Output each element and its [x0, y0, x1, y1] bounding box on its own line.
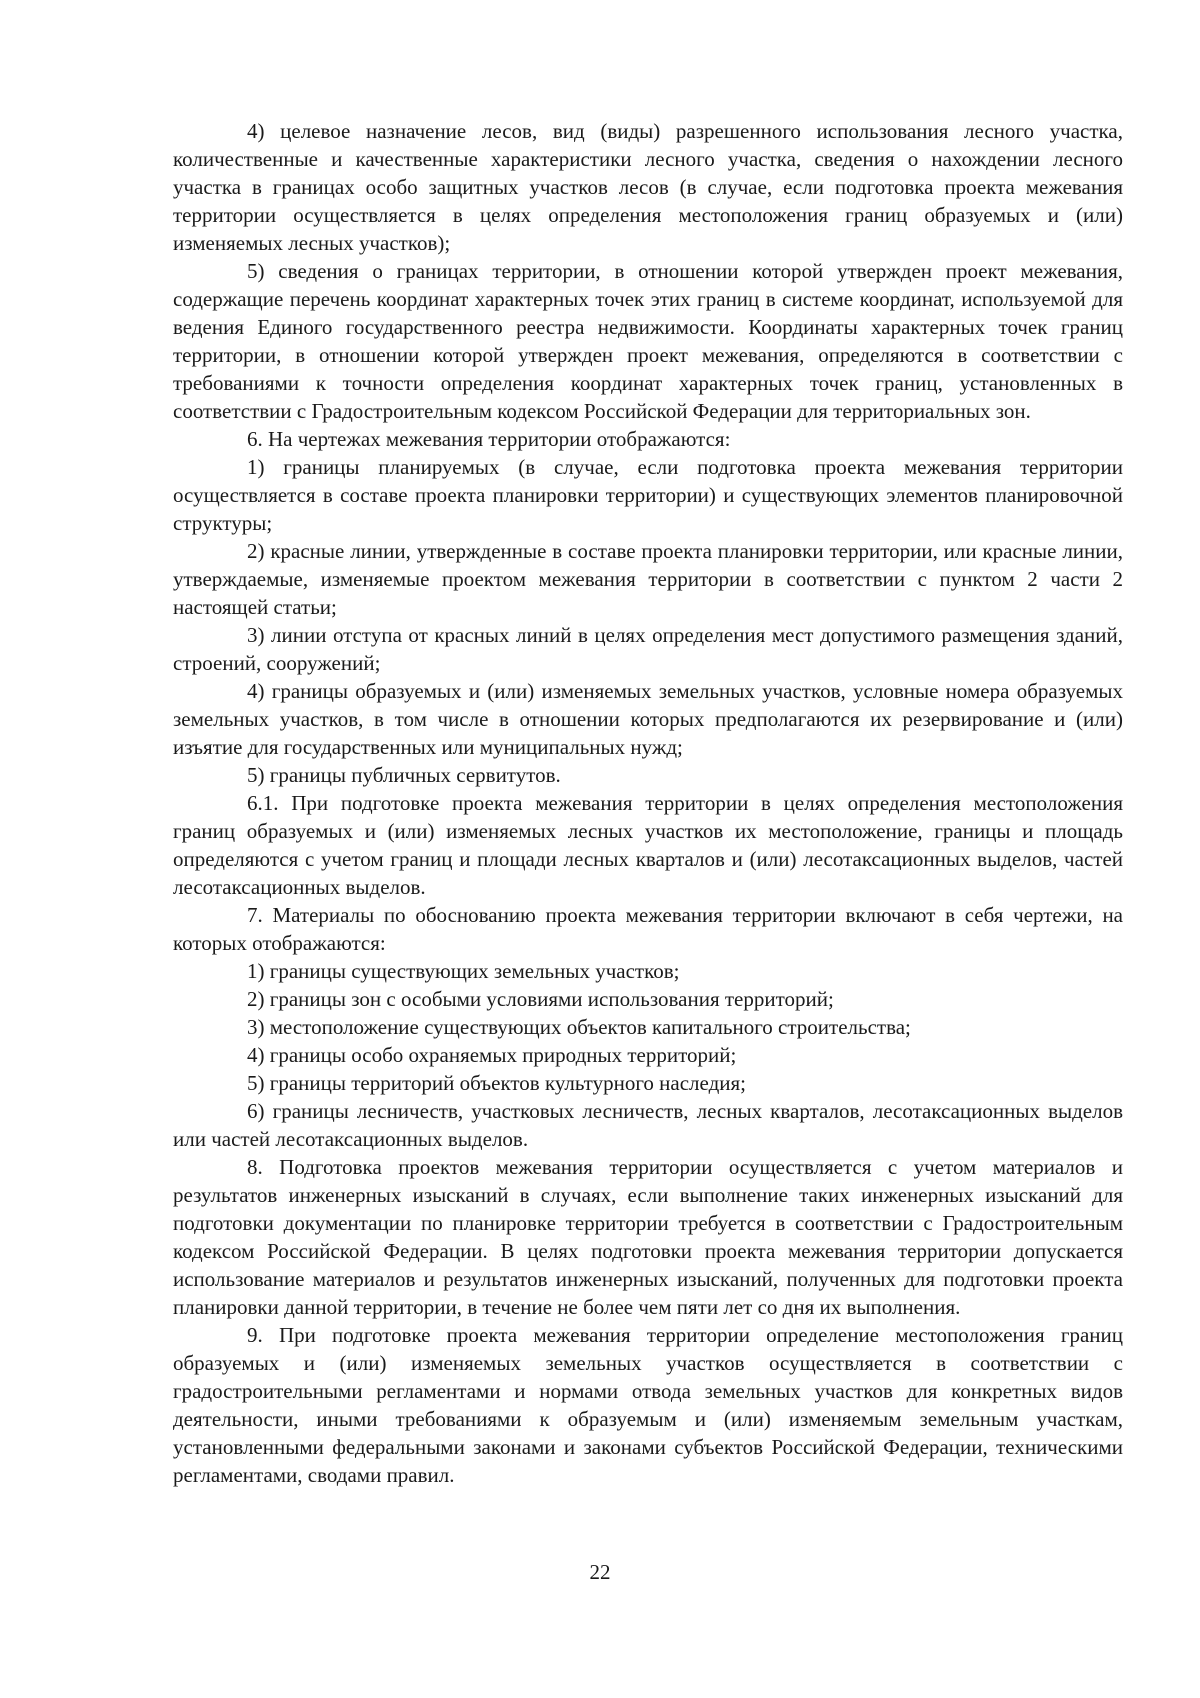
paragraph-section-6-item-5: 5) границы публичных сервитутов.: [247, 763, 561, 787]
paragraph-section-6-item-1: 1) границы планируемых (в случае, если подготовка проекта межевания территории осуществляется в составе проекта планировки территории) и существующих элементов планировочной структуры;: [173, 455, 1123, 535]
paragraph-item-5-territory-boundaries: 5) сведения о границах территории, в отношении которой утвержден проект межевания, содержащие перечень координат характерных точек этих границ в системе координат, используемой для ведения Единого государственного реестра недвижимости. Координаты характерных точек границ территории, в отношении которой утвержден проект межевания, определяются в соответствии с требованиями к точности определения координат характерных точек границ, установленных в соответствии с Градостроительным кодексом Российской Федерации для территориальных зон.: [173, 259, 1123, 423]
paragraph-section-7-item-6: 6) границы лесничеств, участковых лесничеств, лесных кварталов, лесотаксационных выделов или частей лесотаксационных выделов.: [173, 1099, 1123, 1151]
paragraph-section-6-item-2: 2) красные линии, утвержденные в составе проекта планировки территории, или красные линии, утверждаемые, изменяемые проектом межевания территории в соответствии с пунктом 2 части 2 настоящей статьи;: [173, 539, 1123, 619]
paragraph-section-7-item-1: 1) границы существующих земельных участков;: [247, 959, 680, 983]
paragraph-section-7-item-2: 2) границы зон с особыми условиями использования территорий;: [247, 987, 834, 1011]
paragraph-section-7-item-5: 5) границы территорий объектов культурного наследия;: [247, 1071, 746, 1095]
paragraph-section-7: 7. Материалы по обоснованию проекта межевания территории включают в себя чертежи, на которых отображаются:: [173, 903, 1123, 955]
paragraph-section-9: 9. При подготовке проекта межевания территории определение местоположения границ образуемых и (или) изменяемых земельных участков осуществляется в соответствии с градостроительными регламентами и нормами отвода земельных участков для конкретных видов деятельности, иными требованиями к образуемым и (или) изменяемым земельным участкам, установленными федеральными законами и законами субъектов Российской Федерации, техническими регламентами, сводами правил.: [173, 1323, 1123, 1487]
paragraph-section-7-item-4: 4) границы особо охраняемых природных территорий;: [247, 1043, 737, 1067]
paragraph-section-6-1: 6.1. При подготовке проекта межевания территории в целях определения местоположения границ образуемых и (или) изменяемых лесных участков их местоположение, границы и площадь определяются с учетом границ и площади лесных кварталов и (или) лесотаксационных выделов, частей лесотаксационных выделов.: [173, 791, 1123, 899]
paragraph-section-6: 6. На чертежах межевания территории отображаются:: [247, 427, 731, 451]
paragraph-section-6-item-3: 3) линии отступа от красных линий в целях определения мест допустимого размещения зданий, строений, сооружений;: [173, 623, 1123, 675]
paragraph-section-7-item-3: 3) местоположение существующих объектов капитального строительства;: [247, 1015, 911, 1039]
paragraph-section-8: 8. Подготовка проектов межевания территории осуществляется с учетом материалов и результатов инженерных изысканий в случаях, если выполнение таких инженерных изысканий для подготовки документации по планировке территории требуется в соответствии с Градостроительным кодексом Российской Федерации. В целях подготовки проекта межевания территории допускается использование материалов и результатов инженерных изысканий, полученных для подготовки проекта планировки данной территории, в течение не более чем пяти лет со дня их выполнения.: [173, 1155, 1123, 1319]
document-body: [173, 117, 1123, 1489]
paragraph-section-6-item-4: 4) границы образуемых и (или) изменяемых земельных участков, условные номера образуемых земельных участков, в том числе в отношении которых предполагаются их резервирование и (или) изъятие для государственных или муниципальных нужд;: [173, 679, 1123, 759]
paragraph-item-4-forest-purpose: 4) целевое назначение лесов, вид (виды) разрешенного использования лесного участка, количественные и качественные характеристики лесного участка, сведения о нахождении лесного участка в границах особо защитных участков лесов (в случае, если подготовка проекта межевания территории осуществляется в целях определения местоположения границ образуемых и (или) изменяемых лесных участков);: [173, 119, 1123, 255]
page-number: 22: [589, 1560, 611, 1584]
